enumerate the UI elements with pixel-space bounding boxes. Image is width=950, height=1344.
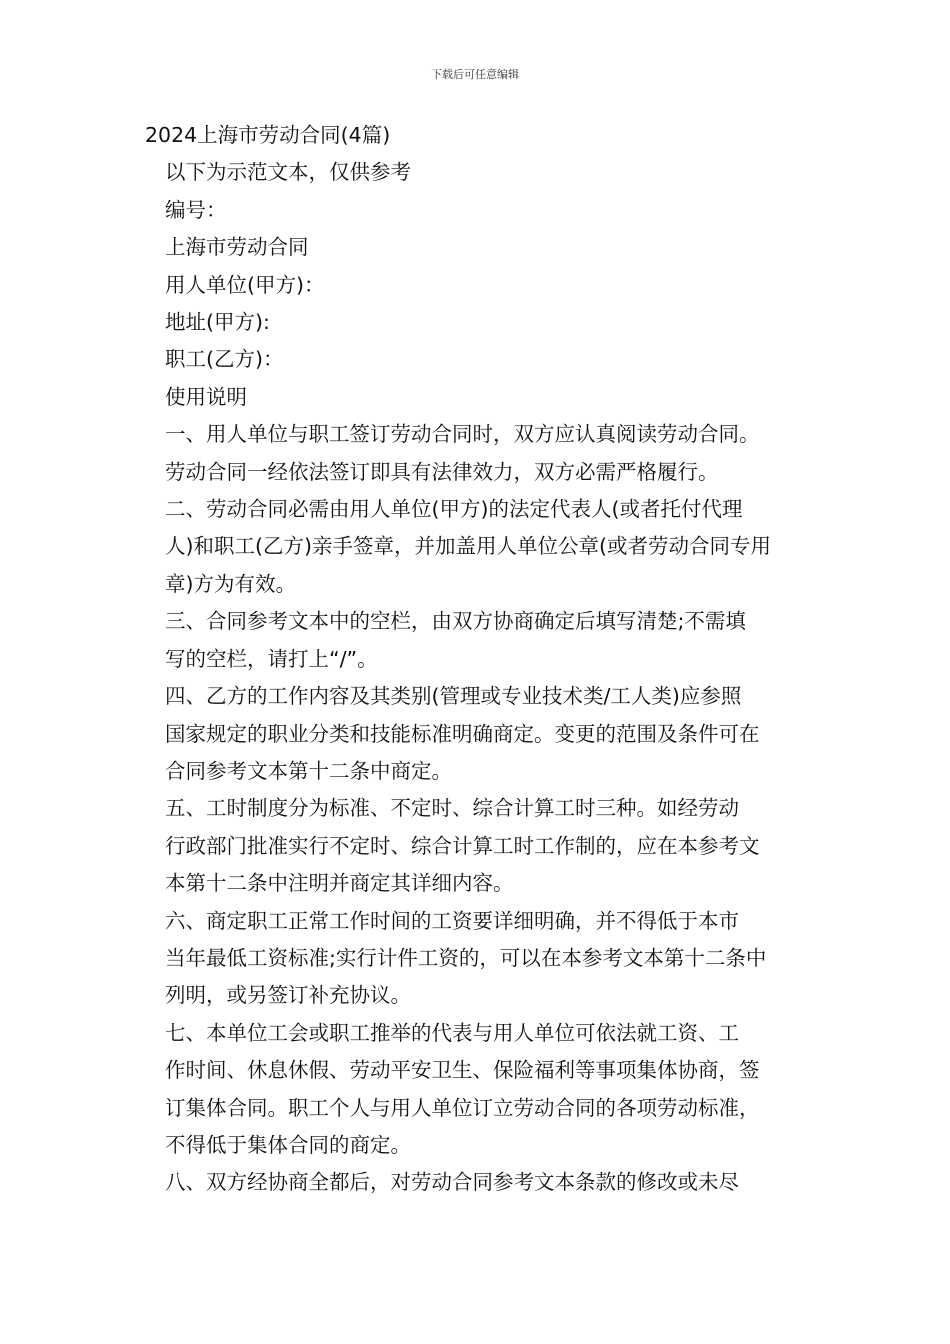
- sample-notice: 以下为示范文本，仅供参考: [165, 160, 411, 185]
- employer-field: 用人单位(甲方)：: [165, 272, 325, 297]
- paragraph-line: 合同参考文本第十二条中商定。: [165, 758, 452, 783]
- document-body: [145, 117, 810, 1202]
- paragraph-line: 人)和职工(乙方)亲手签章，并加盖用人单位公章(或者劳动合同专用: [165, 534, 771, 559]
- paragraph-line: 国家规定的职业分类和技能标准明确商定。变更的范围及条件可在: [165, 721, 760, 746]
- employee-field: 职工(乙方)：: [165, 347, 284, 372]
- instruction-paragraph: [145, 1015, 810, 1165]
- instructions-list: [145, 416, 810, 1202]
- instruction-paragraph: [145, 603, 810, 678]
- contract-name: 上海市劳动合同: [165, 235, 309, 260]
- paragraph-line: 行政部门批准实行不定时、综合计算工时工作制的，应在本参考文: [165, 833, 760, 858]
- paragraph-line: 七、本单位工会或职工推举的代表与用人单位可依法就工资、工: [165, 1020, 739, 1045]
- serial-number-field: 编号：: [165, 197, 227, 222]
- paragraph-line: 一、用人单位与职工签订劳动合同时，双方应认真阅读劳动合同。: [165, 422, 760, 447]
- paragraph-line: 订集体合同。职工个人与用人单位订立劳动合同的各项劳动标准，: [165, 1095, 760, 1120]
- header-note: 下载后可任意编辑: [431, 68, 519, 81]
- paragraph-line: 不得低于集体合同的商定。: [165, 1132, 411, 1157]
- instruction-paragraph: [145, 1164, 810, 1201]
- paragraph-line: 劳动合同一经依法签订即具有法律效力，双方必需严格履行。: [165, 459, 719, 484]
- paragraph-line: 本第十二条中注明并商定其详细内容。: [165, 871, 514, 896]
- instruction-paragraph: [145, 416, 810, 491]
- paragraph-line: 章)方为有效。: [165, 571, 296, 596]
- paragraph-line: 列明，或另签订补充协议。: [165, 983, 411, 1008]
- paragraph-line: 二、劳动合同必需由用人单位(甲方)的法定代表人(或者托付代理: [165, 497, 743, 522]
- paragraph-line: 八、双方经协商全都后，对劳动合同参考文本条款的修改或未尽: [165, 1170, 739, 1195]
- instruction-paragraph: [145, 491, 810, 603]
- address-field: 地址(甲方):: [165, 310, 270, 335]
- usage-instructions-heading: 使用说明: [165, 384, 247, 409]
- paragraph-line: 写的空栏，请打上“/”。: [165, 646, 378, 671]
- paragraph-line: 六、商定职工正常工作时间的工资要详细明确，并不得低于本市: [165, 908, 739, 933]
- instruction-paragraph: [145, 790, 810, 902]
- paragraph-line: 作时间、休息休假、劳动平安卫生、保险福利等事项集体协商，签: [165, 1058, 760, 1083]
- document-title: 2024上海市劳动合同(4篇): [145, 123, 391, 147]
- paragraph-line: 五、工时制度分为标准、不定时、综合计算工时三种。如经劳动: [165, 796, 739, 821]
- instruction-paragraph: [145, 903, 810, 1015]
- paragraph-line: 三、合同参考文本中的空栏，由双方协商确定后填写清楚;不需填: [165, 609, 746, 634]
- paragraph-line: 四、乙方的工作内容及其类别(管理或专业技术类/工人类)应参照: [165, 684, 742, 709]
- instruction-paragraph: [145, 678, 810, 790]
- paragraph-line: 当年最低工资标准;实行计件工资的，可以在本参考文本第十二条中: [165, 945, 767, 970]
